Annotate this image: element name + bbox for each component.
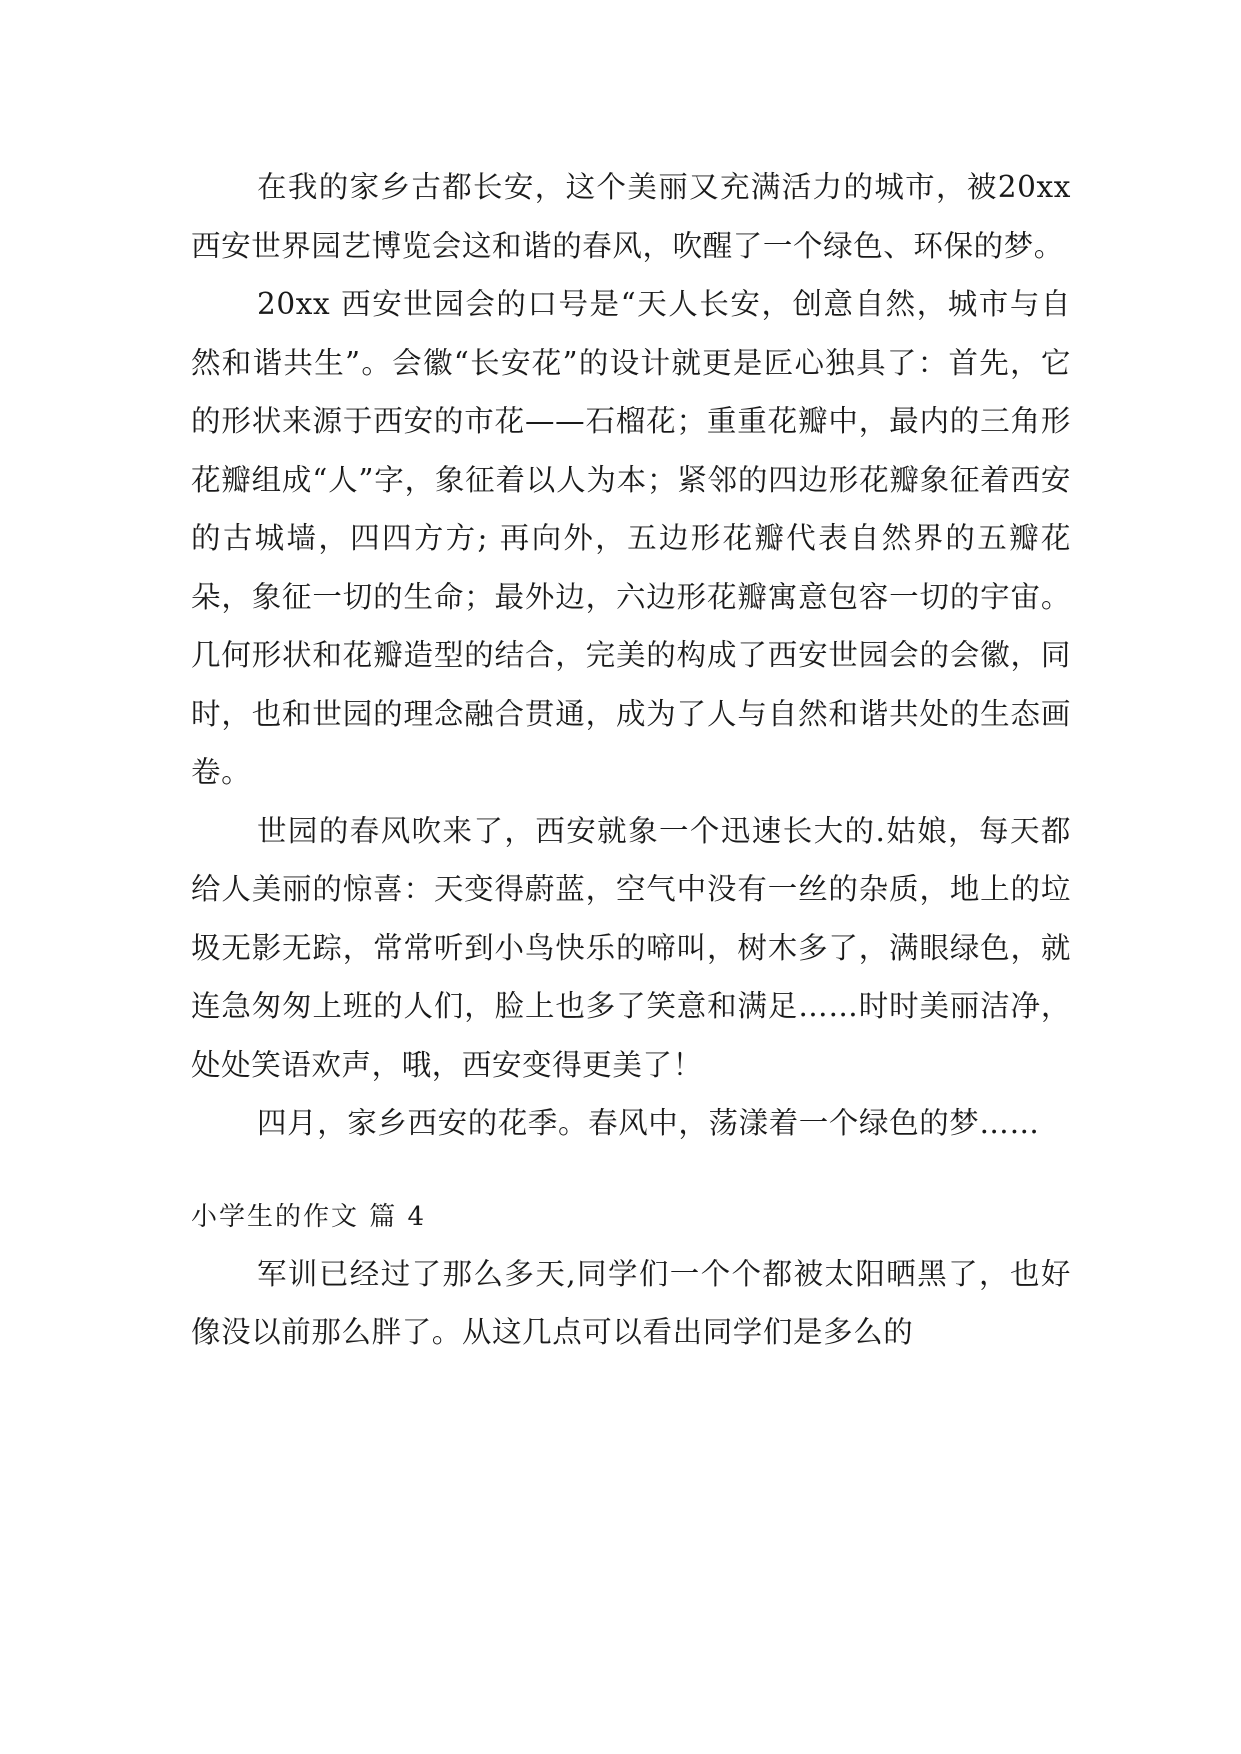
paragraph: 四月，家乡西安的花季。春风中，荡漾着一个绿色的梦…… (257, 1106, 1040, 1140)
paragraph: 在我的家乡古都长安，这个美丽又充满活力的城市，被20xx 西安世界园艺博览会这和谐的春风，吹醒了一个绿色、环保的梦。 (191, 170, 1071, 263)
section-title: 小学生的作文 篇 4 (191, 1201, 427, 1232)
document-page (191, 158, 1071, 1362)
paragraph: 20xx 西安世园会的口号是“天人长安，创意自然，城市与自然和谐共生”。会徽“长安花”的设计就更是匠心独具了：首先，它的形状来源于西安的市花——石榴花；重重花瓣中，最内的三角形花瓣组成“人”字，象征着以人为本；紧邻的四边形花瓣象征着西安的古城墙，四四方方; 再向外，五边形花瓣代表自然界的五瓣花朵，象征一切的生命；最外边，六边形花瓣寓意包容一切的宇宙。几何形状和花瓣造型的结合，完美的构成了西安世园会的会徽，同时，也和世园的理念融合贯通，成为了人与自然和谐共处的生态画卷。 (191, 287, 1071, 789)
paragraph: 军训已经过了那么多天,同学们一个个都被太阳晒黑了，也好像没以前那么胖了。从这几点可以看出同学们是多么的 (191, 1256, 1071, 1349)
paragraph: 世园的春风吹来了，西安就象一个迅速长大的.姑娘，每天都给人美丽的惊喜：天变得蔚蓝，空气中没有一丝的杂质，地上的垃圾无影无踪，常常听到小鸟快乐的啼叫，树木多了，满眼绿色，就连急匆匆上班的人们，脸上也多了笑意和满足……时时美丽洁净，处处笑语欢声，哦，西安变得更美了！ (191, 813, 1071, 1082)
